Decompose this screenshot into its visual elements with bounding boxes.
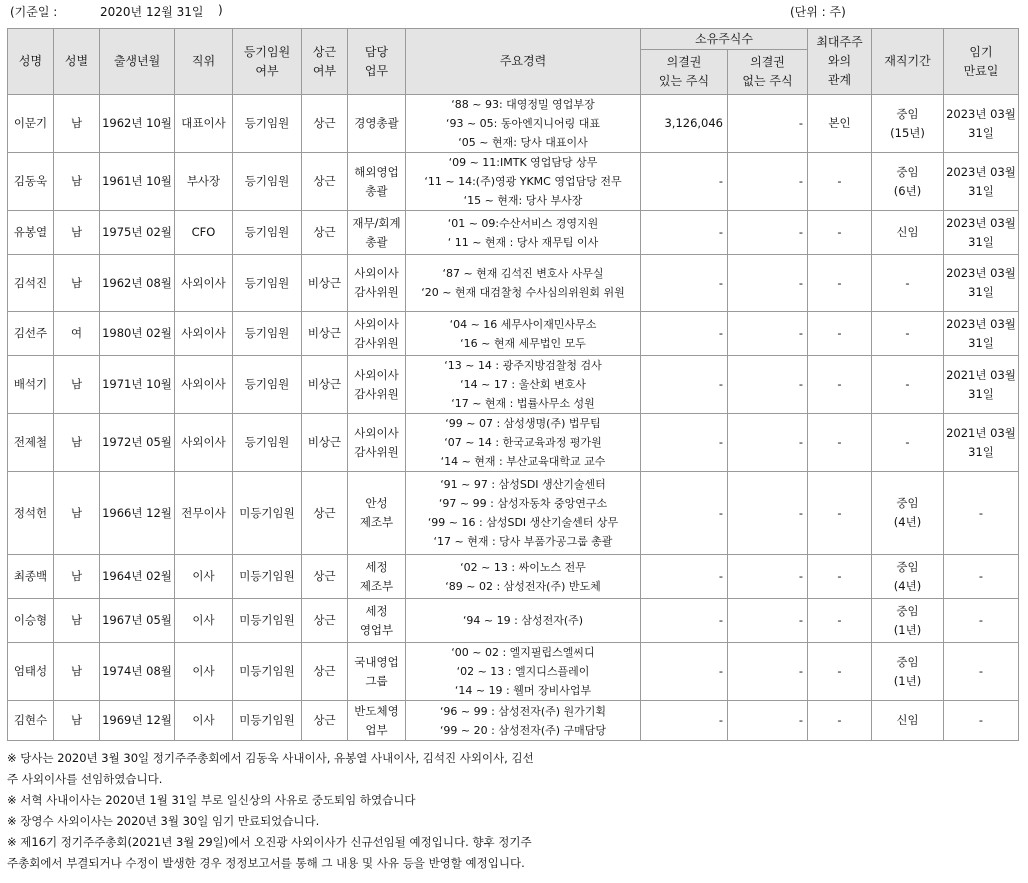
cell-duty: 안성 제조부 <box>348 472 406 555</box>
cell-relation: - <box>808 356 872 414</box>
col-career: 주요경력 <box>406 29 641 95</box>
cell-nonvoting: - <box>728 643 808 701</box>
cell-duty: 세정 제조부 <box>348 555 406 599</box>
cell-fulltime: 상근 <box>302 555 348 599</box>
footnote-line: ※ 당사는 2020년 3월 30일 정기주주총회에서 김동욱 사내이사, 유봉열 사내이사, 김석진 사외이사, 김선 <box>7 751 534 765</box>
table-row <box>8 95 1019 153</box>
cell-tenure: - <box>872 255 944 312</box>
cell-career <box>406 555 641 599</box>
cell-registered: 등기임원 <box>233 211 302 255</box>
cell-career <box>406 414 641 472</box>
cell-tenure: 신임 <box>872 701 944 741</box>
cell-relation: - <box>808 643 872 701</box>
cell-name: 전제철 <box>8 414 54 472</box>
cell-gender: 남 <box>54 414 100 472</box>
cell-nonvoting: - <box>728 414 808 472</box>
footnote-line: ※ 제16기 정기주주총회(2021년 3월 29일)에서 오진광 사외이사가 신규선임될 예정입니다. 향후 정기주 <box>7 835 532 849</box>
career-line: ‘07 ~ 14 : 한국교육과정 평가원 <box>444 436 602 449</box>
cell-voting: - <box>641 701 728 741</box>
career-line: ‘16 ~ 현재 세무법인 모두 <box>460 336 586 350</box>
cell-registered: 미등기임원 <box>233 599 302 643</box>
cell-name: 김석진 <box>8 255 54 312</box>
career-line: ‘88 ~ 93: 대영정밀 영업부장 <box>451 98 595 111</box>
cell-term: 2023년 03월 31일 <box>944 211 1019 255</box>
cell-term: 2023년 03월 31일 <box>944 95 1019 153</box>
table-row <box>8 643 1019 701</box>
cell-term: 2023년 03월 31일 <box>944 312 1019 356</box>
col-position: 직위 <box>175 29 233 95</box>
col-name: 성명 <box>8 29 54 95</box>
cell-position: 이사 <box>175 643 233 701</box>
col-registered: 등기임원 여부 <box>233 29 302 95</box>
cell-career <box>406 599 641 643</box>
cell-duty: 사외이사감사위원 <box>348 414 406 472</box>
cell-term: - <box>944 472 1019 555</box>
cell-registered: 미등기임원 <box>233 701 302 741</box>
cell-birth: 1962년 08월 <box>100 255 175 312</box>
col-term: 임기 만료일 <box>944 29 1019 95</box>
cell-duty: 경영총괄 <box>348 95 406 153</box>
cell-gender: 남 <box>54 153 100 211</box>
career-line: ‘99 ~ 20 : 삼성전자(주) 구매담당 <box>439 723 607 737</box>
cell-relation: - <box>808 701 872 741</box>
cell-registered: 미등기임원 <box>233 555 302 599</box>
cell-tenure: - <box>872 356 944 414</box>
cell-position: 사외이사 <box>175 356 233 414</box>
cell-fulltime: 상근 <box>302 643 348 701</box>
cell-birth: 1974년 08월 <box>100 643 175 701</box>
cell-nonvoting: - <box>728 211 808 255</box>
cell-position: 사외이사 <box>175 255 233 312</box>
cell-voting: - <box>641 643 728 701</box>
unit-label: (단위 : 주) <box>790 5 846 19</box>
cell-duty: 해외영업총괄 <box>348 153 406 211</box>
col-duty: 담당 업무 <box>348 29 406 95</box>
cell-nonvoting: - <box>728 255 808 312</box>
cell-fulltime: 비상근 <box>302 255 348 312</box>
cell-fulltime: 비상근 <box>302 414 348 472</box>
cell-gender: 여 <box>54 312 100 356</box>
cell-fulltime: 상근 <box>302 599 348 643</box>
cell-career <box>406 701 641 741</box>
cell-position: 대표이사 <box>175 95 233 153</box>
cell-relation: - <box>808 312 872 356</box>
cell-term: 2021년 03월 31일 <box>944 414 1019 472</box>
cell-duty: 사외이사감사위원 <box>348 255 406 312</box>
cell-duty: 재무/회계총괄 <box>348 211 406 255</box>
cell-registered: 등기임원 <box>233 356 302 414</box>
cell-term: - <box>944 643 1019 701</box>
cell-voting: - <box>641 555 728 599</box>
cell-gender: 남 <box>54 599 100 643</box>
cell-birth: 1961년 10월 <box>100 153 175 211</box>
cell-fulltime: 비상근 <box>302 356 348 414</box>
cell-relation: - <box>808 211 872 255</box>
cell-gender: 남 <box>54 255 100 312</box>
executives-table <box>7 28 1019 741</box>
cell-name: 최종백 <box>8 555 54 599</box>
cell-gender: 남 <box>54 701 100 741</box>
cell-name: 유봉열 <box>8 211 54 255</box>
cell-nonvoting: - <box>728 701 808 741</box>
cell-voting: - <box>641 599 728 643</box>
career-line: ‘99 ~ 07 : 삼성생명(주) 법무팀 <box>445 417 601 430</box>
cell-term: 2023년 03월 31일 <box>944 255 1019 312</box>
cell-position: 이사 <box>175 555 233 599</box>
cell-voting: - <box>641 211 728 255</box>
career-line: ‘14 ~ 17 : 울산회 변호사 <box>460 378 586 391</box>
cell-relation: - <box>808 153 872 211</box>
cell-voting: - <box>641 472 728 555</box>
cell-relation: - <box>808 472 872 555</box>
col-relation: 최대주주 와의 관계 <box>808 29 872 95</box>
cell-fulltime: 상근 <box>302 701 348 741</box>
cell-registered: 등기임원 <box>233 153 302 211</box>
footnote-line: ※ 서혁 사내이사는 2020년 1월 31일 부로 일신상의 사유로 중도퇴임 하였습니다 <box>7 793 416 807</box>
career-line: ‘87 ~ 현재 김석진 변호사 사무실 <box>442 267 604 280</box>
cell-tenure: 중임 (4년) <box>872 472 944 555</box>
cell-position: 사외이사 <box>175 312 233 356</box>
cell-gender: 남 <box>54 356 100 414</box>
cell-name: 이승형 <box>8 599 54 643</box>
career-line: ‘96 ~ 99 : 삼성전자(주) 원가기획 <box>439 704 607 718</box>
table-row <box>8 211 1019 255</box>
cell-tenure: 중임 (1년) <box>872 643 944 701</box>
cell-position: CFO <box>175 211 233 255</box>
career-line: ‘91 ~ 97 : 삼성SDI 생산기술센터 <box>440 478 606 491</box>
cell-career <box>406 95 641 153</box>
table-row <box>8 153 1019 211</box>
cell-birth: 1962년 10월 <box>100 95 175 153</box>
table-row <box>8 599 1019 643</box>
cell-career <box>406 312 641 356</box>
cell-relation: - <box>808 414 872 472</box>
report-header <box>0 0 1028 22</box>
career-line: ‘97 ~ 99 : 삼성자동차 중앙연구소 <box>438 497 608 510</box>
cell-duty: 사외이사감사위원 <box>348 312 406 356</box>
career-line: ‘09 ~ 11:IMTK 영업담당 상무 <box>448 156 598 169</box>
cell-gender: 남 <box>54 211 100 255</box>
cell-birth: 1971년 10월 <box>100 356 175 414</box>
cell-nonvoting: - <box>728 555 808 599</box>
cell-duty: 국내영업그룹 <box>348 643 406 701</box>
cell-term: - <box>944 701 1019 741</box>
cell-voting: - <box>641 153 728 211</box>
footnotes <box>7 748 1018 874</box>
cell-registered: 등기임원 <box>233 312 302 356</box>
cell-term: - <box>944 599 1019 643</box>
cell-gender: 남 <box>54 555 100 599</box>
cell-voting: - <box>641 414 728 472</box>
cell-birth: 1967년 05월 <box>100 599 175 643</box>
table-row <box>8 701 1019 741</box>
col-shares: 소유주식수 <box>641 29 808 50</box>
cell-name: 배석기 <box>8 356 54 414</box>
col-birth: 출생년월 <box>100 29 175 95</box>
table-row <box>8 414 1019 472</box>
cell-relation: 본인 <box>808 95 872 153</box>
cell-nonvoting: - <box>728 312 808 356</box>
cell-position: 전무이사 <box>175 472 233 555</box>
career-line: ‘ 11 ~ 현재 : 당사 재무팀 이사 <box>447 235 599 249</box>
cell-tenure: - <box>872 414 944 472</box>
cell-name: 김선주 <box>8 312 54 356</box>
career-line: ‘89 ~ 02 : 삼성전자(주) 반도체 <box>445 579 601 593</box>
cell-gender: 남 <box>54 643 100 701</box>
cell-nonvoting: - <box>728 356 808 414</box>
footnote-line: 주 사외이사를 선임하였습니다. <box>7 772 163 786</box>
cell-duty: 반도체영업부 <box>348 701 406 741</box>
career-line: ‘15 ~ 현재: 당사 부사장 <box>463 194 583 207</box>
table-row <box>8 255 1019 312</box>
col-tenure: 재직기간 <box>872 29 944 95</box>
cell-position: 부사장 <box>175 153 233 211</box>
cell-fulltime: 상근 <box>302 472 348 555</box>
cell-birth: 1969년 12월 <box>100 701 175 741</box>
cell-name: 김현수 <box>8 701 54 741</box>
cell-name: 이문기 <box>8 95 54 153</box>
col-nonvoting-shares: 의결권 없는 주식 <box>728 50 808 95</box>
career-line: ‘01 ~ 09:수산서비스 경영지원 <box>447 216 599 230</box>
cell-fulltime: 상근 <box>302 153 348 211</box>
cell-relation: - <box>808 255 872 312</box>
table-row <box>8 472 1019 555</box>
cell-nonvoting: - <box>728 599 808 643</box>
cell-term: 2021년 03월 31일 <box>944 356 1019 414</box>
cell-duty: 사외이사감사위원 <box>348 356 406 414</box>
career-line: ‘11 ~ 14:(주)영광 YKMC 영업담당 전무 <box>424 175 622 188</box>
cell-nonvoting: - <box>728 472 808 555</box>
base-date: 2020년 12월 31일 <box>100 5 204 19</box>
cell-name: 정석헌 <box>8 472 54 555</box>
cell-registered: 미등기임원 <box>233 472 302 555</box>
base-date-label: (기준일 : <box>10 5 58 19</box>
career-line: ‘94 ~ 19 : 삼성전자(주) <box>462 614 584 627</box>
career-line: ‘99 ~ 16 : 삼성SDI 생산기술센터 상무 <box>427 516 619 529</box>
cell-position: 이사 <box>175 599 233 643</box>
col-gender: 성별 <box>54 29 100 95</box>
cell-nonvoting: - <box>728 153 808 211</box>
cell-registered: 미등기임원 <box>233 643 302 701</box>
cell-name: 김동욱 <box>8 153 54 211</box>
cell-birth: 1964년 02월 <box>100 555 175 599</box>
career-line: ‘93 ~ 05: 동아엔지니어링 대표 <box>445 117 601 130</box>
cell-tenure: 중임 (4년) <box>872 555 944 599</box>
cell-registered: 등기임원 <box>233 414 302 472</box>
career-line: ‘17 ~ 현재 : 법률사무소 성원 <box>451 397 595 410</box>
career-line: ‘02 ~ 13 : 엘지디스플레이 <box>456 665 590 678</box>
table-row <box>8 356 1019 414</box>
cell-gender: 남 <box>54 95 100 153</box>
cell-birth: 1972년 05월 <box>100 414 175 472</box>
career-line: ‘05 ~ 현재: 당사 대표이사 <box>458 136 588 149</box>
cell-tenure: 중임 (6년) <box>872 153 944 211</box>
cell-voting: - <box>641 255 728 312</box>
cell-duty: 세정 영업부 <box>348 599 406 643</box>
cell-tenure: 중임 (15년) <box>872 95 944 153</box>
cell-career <box>406 356 641 414</box>
col-voting-shares: 의결권 있는 주식 <box>641 50 728 95</box>
cell-career <box>406 472 641 555</box>
cell-career <box>406 153 641 211</box>
cell-relation: - <box>808 555 872 599</box>
cell-career <box>406 255 641 312</box>
table-row <box>8 312 1019 356</box>
cell-name: 엄태성 <box>8 643 54 701</box>
career-line: ‘17 ~ 현재 : 당사 부품가공그룹 총괄 <box>433 535 613 548</box>
col-fulltime: 상근 여부 <box>302 29 348 95</box>
career-line: ‘14 ~ 현재 : 부산교육대학교 교수 <box>440 455 606 468</box>
footnote-line: 주총회에서 부결되거나 수정이 발생한 경우 정정보고서를 통해 그 내용 및 사유 등을 반영할 예정입니다. <box>7 856 525 870</box>
base-date-close: ) <box>218 3 223 17</box>
cell-tenure: 신임 <box>872 211 944 255</box>
career-line: ‘02 ~ 13 : 싸이노스 전무 <box>460 560 586 574</box>
cell-fulltime: 상근 <box>302 95 348 153</box>
cell-birth: 1975년 02월 <box>100 211 175 255</box>
cell-birth: 1966년 12월 <box>100 472 175 555</box>
career-line: ‘13 ~ 14 : 광주지방검찰청 검사 <box>444 359 602 372</box>
cell-fulltime: 상근 <box>302 211 348 255</box>
cell-term: 2023년 03월 31일 <box>944 153 1019 211</box>
career-line: ‘04 ~ 16 세무사이재민사무소 <box>449 317 597 331</box>
cell-nonvoting: - <box>728 95 808 153</box>
cell-relation: - <box>808 599 872 643</box>
cell-birth: 1980년 02월 <box>100 312 175 356</box>
cell-voting: - <box>641 312 728 356</box>
cell-career <box>406 211 641 255</box>
cell-tenure: - <box>872 312 944 356</box>
career-line: ‘14 ~ 19 : 웰머 장비사업부 <box>454 684 592 697</box>
cell-gender: 남 <box>54 472 100 555</box>
cell-voting: - <box>641 356 728 414</box>
cell-tenure: 중임 (1년) <box>872 599 944 643</box>
cell-fulltime: 비상근 <box>302 312 348 356</box>
cell-term: - <box>944 555 1019 599</box>
cell-registered: 등기임원 <box>233 95 302 153</box>
cell-position: 사외이사 <box>175 414 233 472</box>
cell-voting: 3,126,046 <box>641 95 728 153</box>
table-row <box>8 555 1019 599</box>
cell-registered: 등기임원 <box>233 255 302 312</box>
cell-position: 이사 <box>175 701 233 741</box>
career-line: ‘20 ~ 현재 대검찰청 수사심의위원회 위원 <box>421 286 625 299</box>
footnote-line: ※ 장영수 사외이사는 2020년 3월 30일 임기 만료되었습니다. <box>7 814 320 828</box>
career-line: ‘00 ~ 02 : 엘지필립스엘씨디 <box>451 646 595 659</box>
cell-career <box>406 643 641 701</box>
